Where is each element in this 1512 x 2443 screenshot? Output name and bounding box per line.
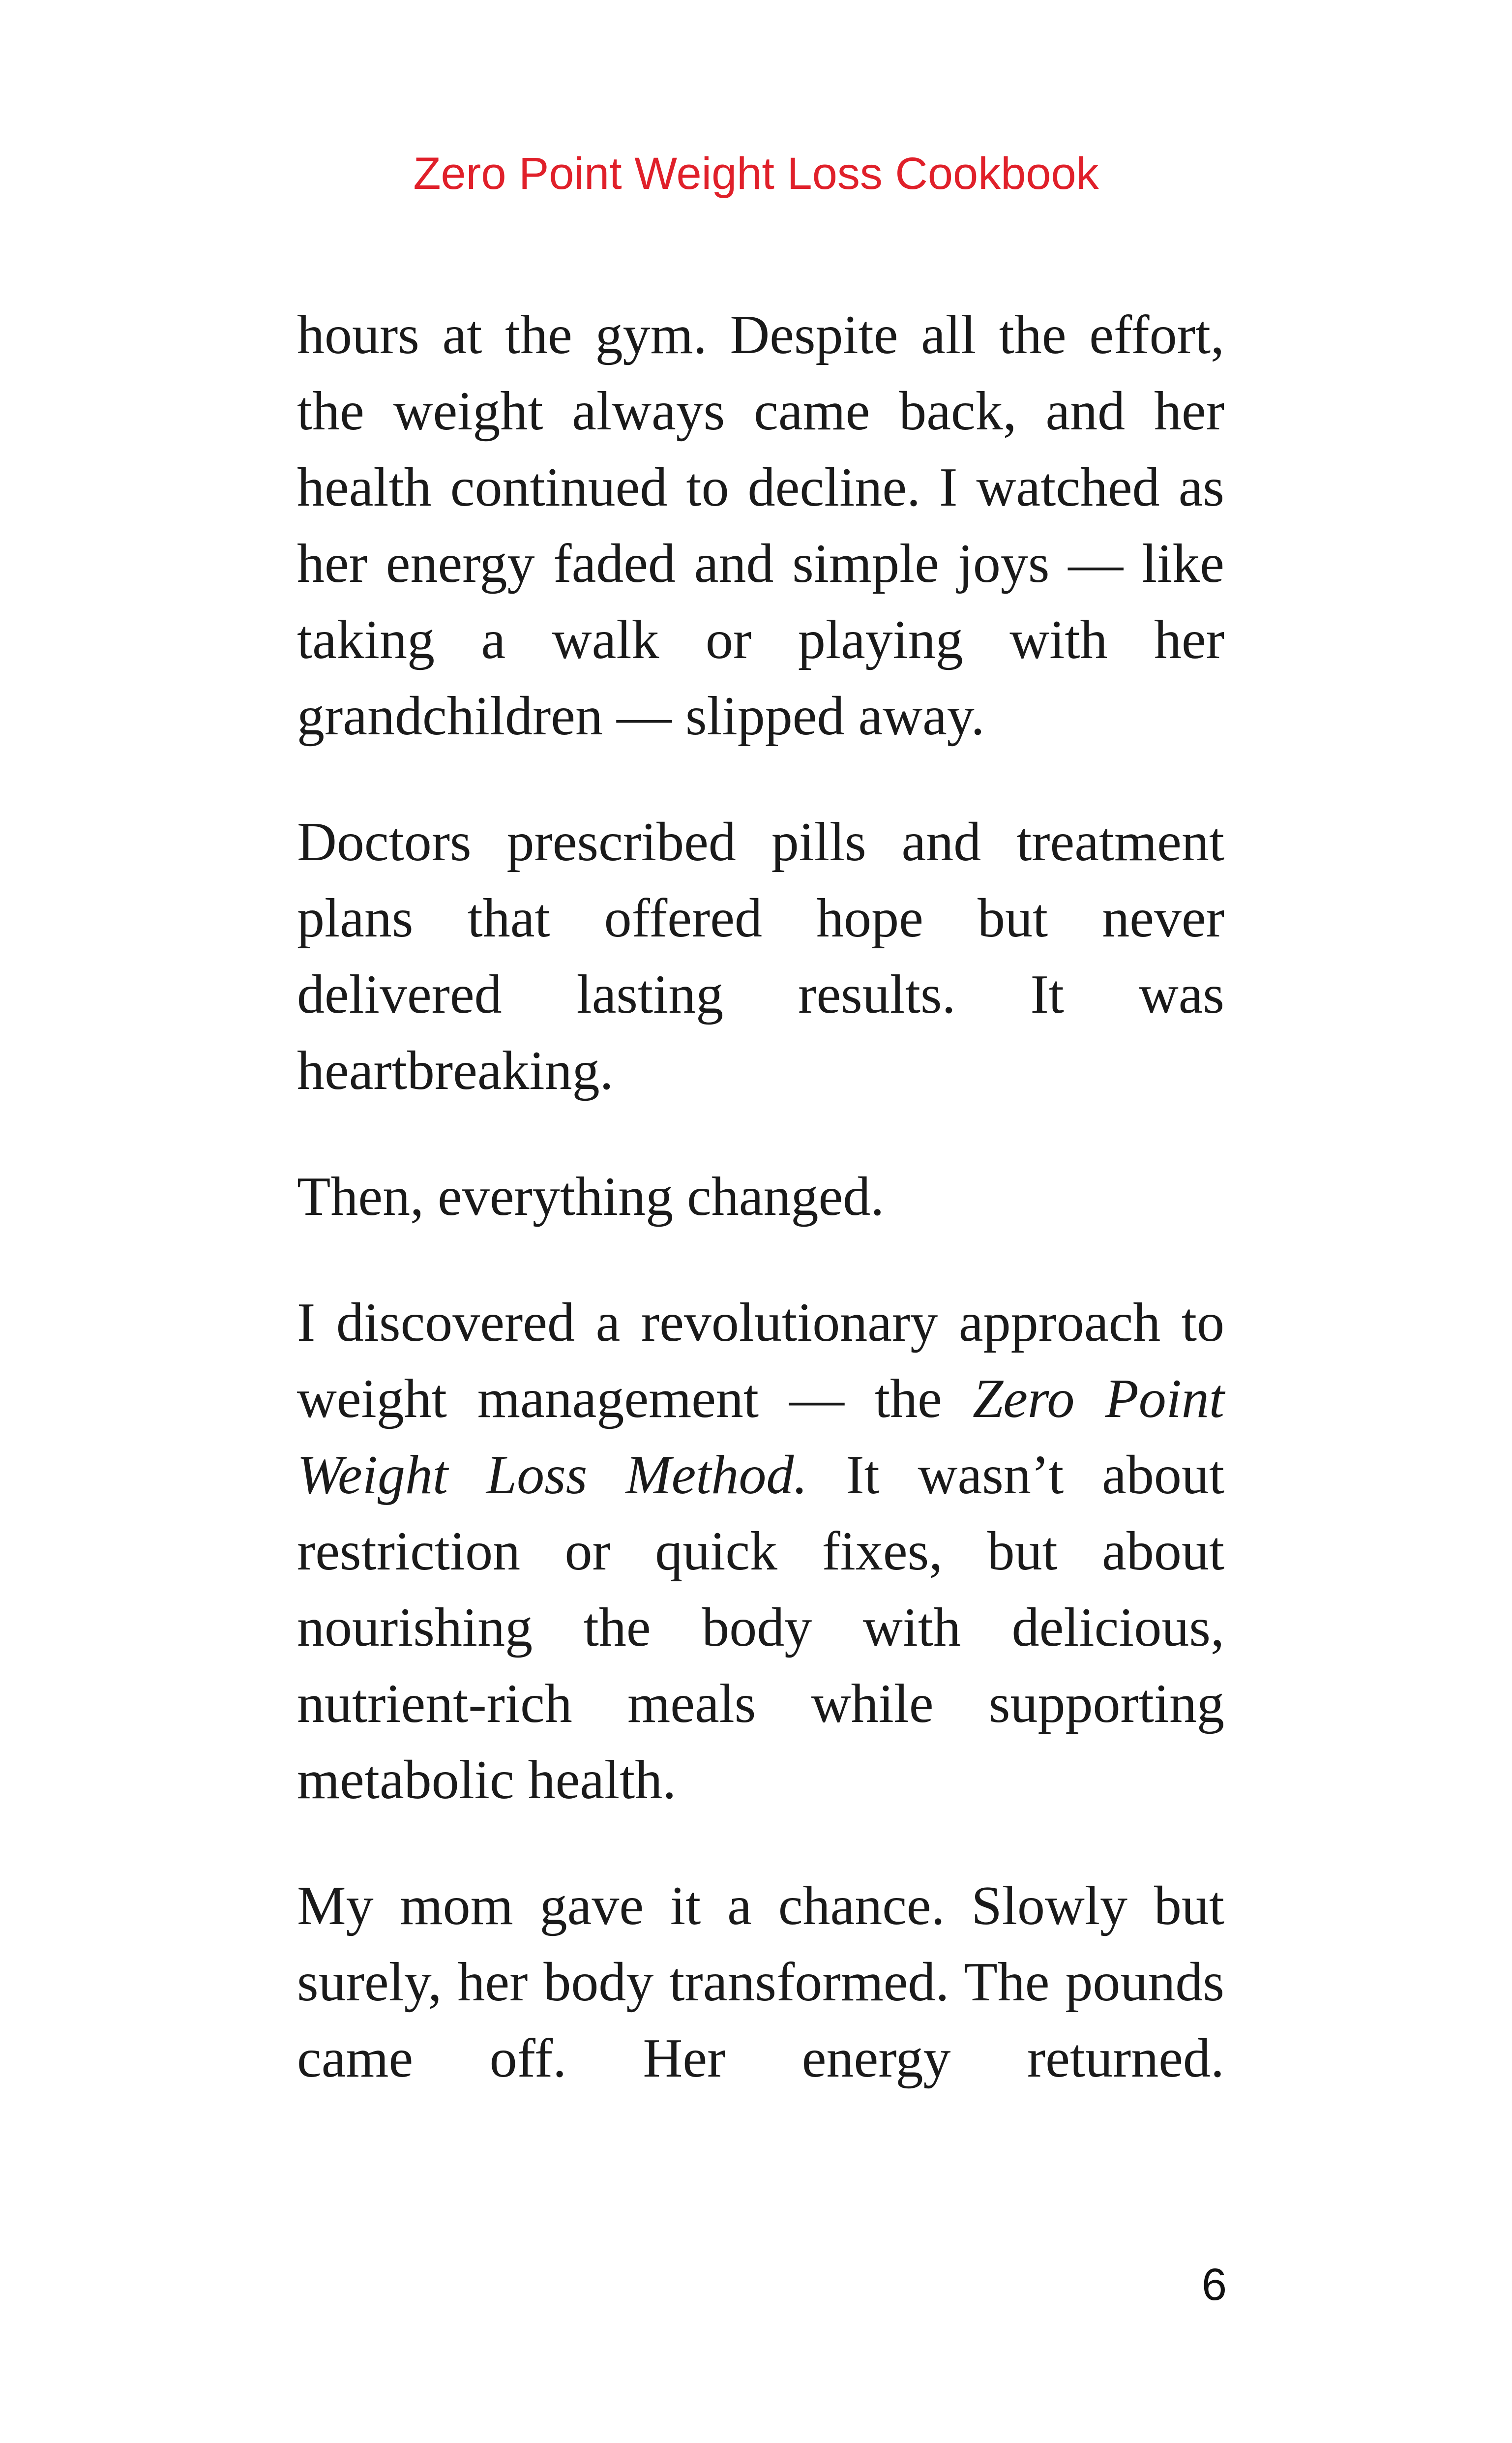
paragraph-4 [297, 1285, 1224, 1818]
body-text [297, 297, 1224, 2097]
paragraph-2: Doctors prescribed pills and treatment plans that offered hope but never delivered lasting results. It was heartbreaking. [297, 812, 1224, 1101]
paragraph-5: My mom gave it a chance. Slowly but surely, her body transformed. The pounds came off. Her energy returned. [297, 1875, 1224, 2089]
paragraph-3: Then, everything changed. [297, 1166, 885, 1227]
paragraph-4-after: It wasn’t about restriction or quick fixes, but about nourishing the body with delicious, nutrient-rich meals while supporting metabolic health. [297, 1445, 1225, 1810]
paragraph-4-before: I discovered a revolutionary approach to weight management — the [297, 1292, 1224, 1429]
running-header: Zero Point Weight Loss Cookbook [413, 149, 1099, 199]
method-name: Zero Point Weight Loss Method. [297, 1368, 1224, 1506]
page-number: 6 [1201, 2260, 1227, 2310]
paragraph-1: hours at the gym. Despite all the effort, the weight always came back, and her health continued to decline. I watched as her energy faded and simple joys — like taking a walk or playing with her grandchildren — slipped away. [297, 304, 1224, 747]
